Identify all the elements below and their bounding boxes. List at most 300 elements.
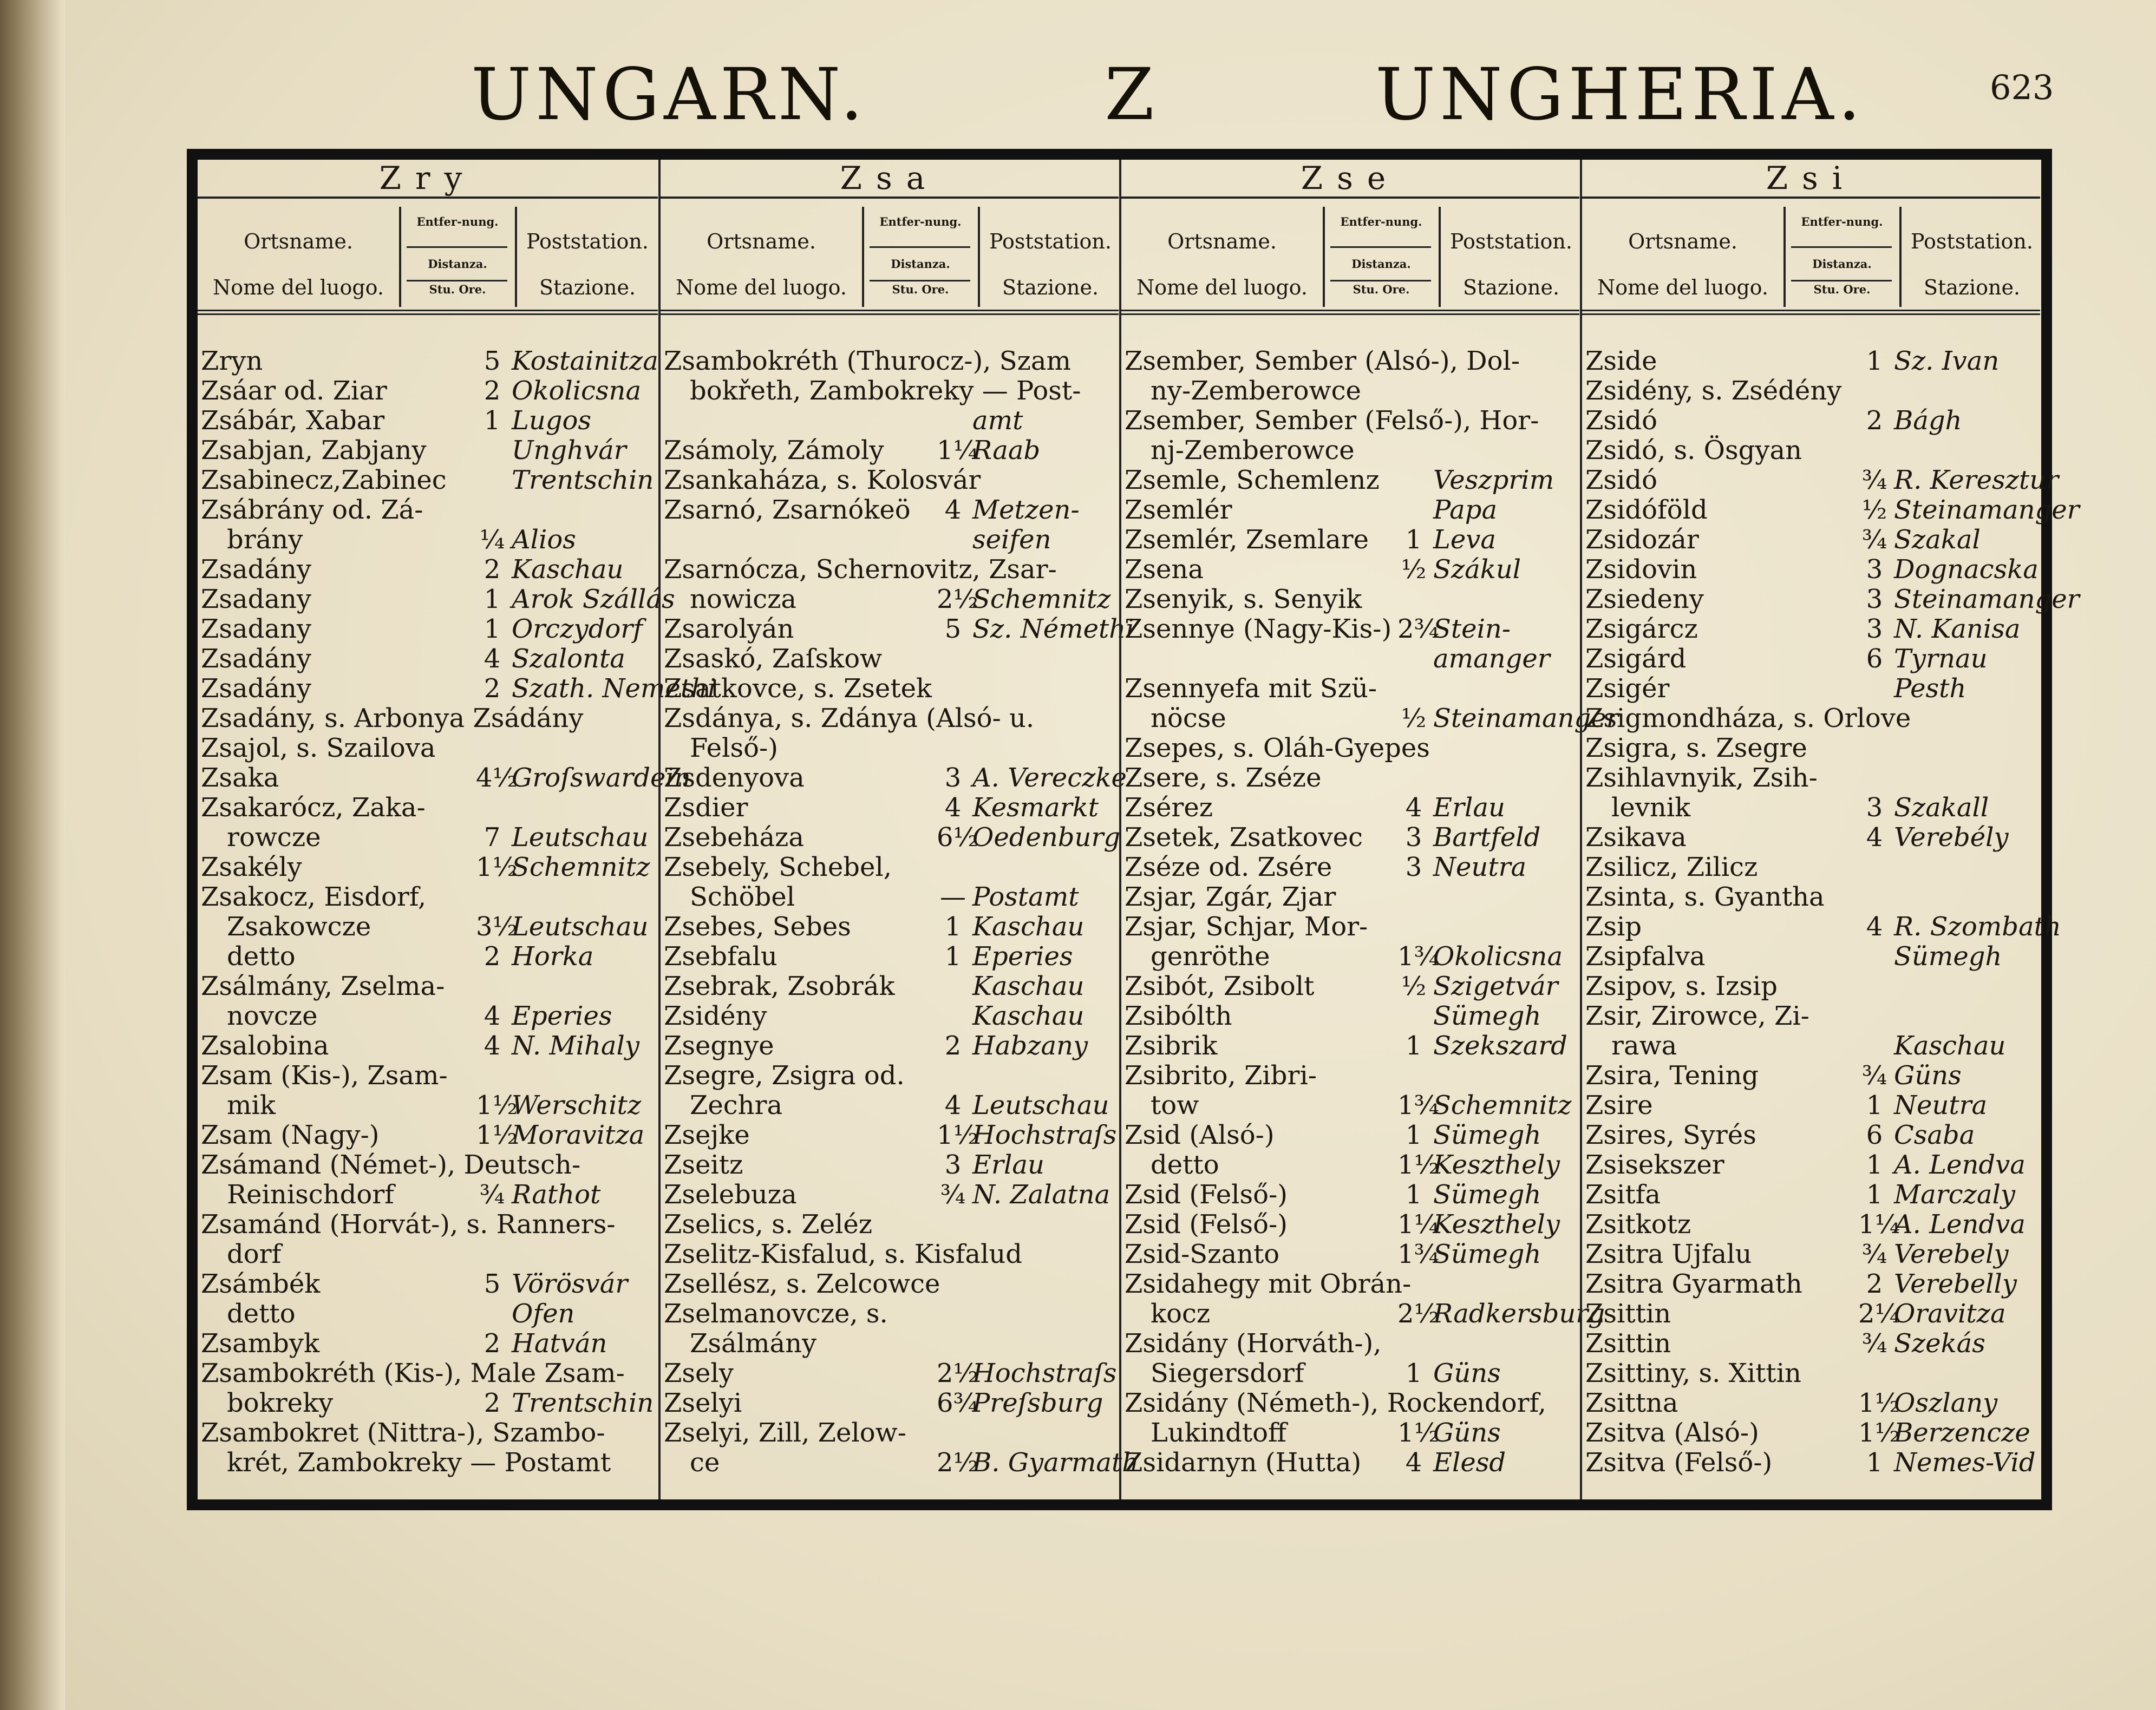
post-station: Leutschau [512,912,649,942]
place-name: Schöbel [664,882,795,912]
header-poststation: Poststation. [1450,230,1572,253]
entry-row [198,1448,658,1478]
distance: 4 [944,1090,962,1121]
entry-row [1582,793,2040,823]
distance: 2½ [937,1358,979,1388]
header-stazione: Stazione. [1462,276,1560,299]
place-name: Zsitva (Alsó-) [1585,1418,1759,1448]
entry-row [1582,733,2040,763]
place-name: rowcze [201,822,321,853]
post-station: Oedenburg [972,822,1121,853]
distance: 2½ [937,584,979,614]
post-station: Radkersburg [1433,1299,1605,1329]
entry-row [198,614,658,644]
entry-row [661,1359,1119,1388]
post-station: Preſsburg [972,1388,1103,1418]
post-station: Erlau [972,1150,1044,1180]
rule-line [1323,207,1325,307]
post-station: Szalonta [512,644,625,674]
place-name: Felső-) [664,733,778,763]
header-stu-ore: Stu. Ore. [892,283,949,296]
rule-line [870,280,970,281]
entry-row [198,673,716,704]
post-station: Verebely [1894,1239,2009,1269]
post-station: Leva [1433,525,1497,555]
place-name: Zsihlavnyik, Zsih- [1585,763,1818,793]
entry-row [1121,942,1579,972]
entry-row [1121,882,1579,912]
post-station: Orczydorf [512,614,643,644]
post-station: Steinamanger [1894,495,2080,525]
place-name: Zsámoly, Zámoly [664,435,884,466]
place-name: nj-Zemberowce [1125,435,1355,466]
distance: 1½ [476,852,518,882]
place-name: Zsitra Ujfalu [1585,1239,1752,1269]
post-station: Kaschau [512,554,624,585]
entry-row [198,644,658,674]
entry-row [1121,1359,1579,1388]
place-name: Zsam (Nagy-) [201,1120,380,1150]
book-gutter [0,0,65,1710]
place-name: Zsellész, s. Zelcowce [664,1269,940,1299]
entry-row [1121,1269,1579,1299]
entry-row [1582,942,2040,972]
post-station: Neutra [1433,852,1527,882]
entry-row [1121,614,1579,644]
place-name: Zsir, Zirowce, Zi- [1585,1001,1809,1031]
entry-row [1582,763,2040,793]
place-name: Zsitfa [1585,1180,1661,1210]
entry-row [661,1150,1119,1180]
header-ortsname: Ortsname. [244,230,353,253]
place-name: Zsitra Gyarmath [1585,1269,1802,1299]
post-station: Hochstraſs [972,1120,1117,1150]
header-stu-ore: Stu. Ore. [1813,283,1871,296]
post-station: A. Vereczke [972,763,1127,793]
post-station: Oravitza [1894,1299,2006,1329]
distance: 1 [1866,1090,1883,1121]
distance: 5 [484,346,501,376]
place-name: Zsatkovce, s. Zsetek [664,673,932,704]
entry-row [1582,704,2040,733]
header-stazione: Stazione. [1923,276,2021,299]
post-station: Kostainitza [512,346,658,376]
distance: 1 [1866,1447,1883,1478]
entry-row [198,1180,658,1210]
entry-row [1582,853,2040,882]
place-name: Zsidény [664,1001,767,1031]
entry-row [1121,733,1579,763]
header-ortsname: Ortsname. [1167,230,1277,253]
header-right-title: UNGHERIA. [1375,53,1865,136]
header-entfernung: Entfer-nung. [1801,215,1883,228]
distance: 1 [944,912,962,942]
entry-row [198,346,658,376]
entry-row [1582,555,2040,585]
entry-row [198,1001,658,1031]
post-station: Elesd [1433,1447,1506,1478]
distance: 2 [944,1031,962,1061]
post-station: Szekás [1894,1328,1985,1359]
entry-row [661,585,1119,614]
rule-line [399,207,401,307]
entry-row [1121,793,1579,823]
place-name: Zsdenyova [664,763,805,793]
distance: 2¾ [1397,614,1440,644]
post-station: Szakal [1894,525,1981,555]
entry-row [198,1091,658,1121]
entry-row [198,1299,658,1329]
place-name: Zside [1585,346,1657,376]
header-distanza: Distanza. [1812,257,1872,271]
entry-row [1582,644,2040,674]
place-name: Zsikava [1585,822,1687,853]
place-name: Zsebes, Sebes [664,912,851,942]
place-name: Zsibrik [1125,1031,1218,1061]
place-name: Zsigárd [1585,644,1687,674]
header-distanza: Distanza. [1351,257,1411,271]
entry-row [1582,1418,2040,1448]
distance: 4 [1405,1447,1422,1478]
distance: 1 [1866,1180,1883,1210]
distance: 1 [1405,1031,1422,1061]
post-station: Bágh [1894,405,1962,436]
entry-row [198,942,658,972]
distance: 4 [944,495,962,525]
entry-row [1582,1150,2040,1180]
place-name: Zsidóföld [1585,495,1708,525]
entry-row [1121,495,1579,525]
entry-row [1121,1240,1579,1269]
post-station: R. Keresztur [1894,465,2059,495]
place-name: Zsigárcz [1585,614,1698,644]
entry-row [1121,1299,1605,1329]
place-name: novcze [201,1001,318,1031]
entry-row [661,346,1119,376]
post-station: Papa [1433,495,1498,525]
post-station: Unghvár [512,435,626,466]
distance: 6½ [937,822,979,853]
place-name: Zsid-Szanto [1125,1239,1280,1269]
rule-line [1783,207,1786,307]
entry-row [198,584,675,614]
header-poststation: Poststation. [1911,230,2033,253]
distance: 1½ [476,1120,518,1150]
page-number: 623 [1990,68,2054,107]
entry-row [1582,912,2061,942]
header-poststation: Poststation. [526,230,649,253]
header-stazione: Stazione. [1002,276,1099,299]
entry-row [1121,406,1579,436]
place-name: Zselmanovcze, s. [664,1299,888,1329]
entry-row [1582,1359,2040,1388]
post-station: Verebelly [1894,1269,2017,1299]
distance: 1 [484,614,501,644]
distance: 4 [1866,822,1883,853]
post-station: Alios [512,525,576,555]
post-station: Szigetvár [1433,971,1558,1001]
place-name: Zsjar, Schjar, Mor- [1125,912,1368,942]
entry-row [661,555,1119,585]
place-name: Zsabinecz,Zabinec [201,465,447,495]
book-page [65,0,2156,1710]
place-name: Zsid (Alsó-) [1125,1120,1275,1150]
entry-row [1582,1269,2040,1299]
distance: 2 [484,673,501,704]
place-name: Zsebrak, Zsobrák [664,971,895,1001]
place-name: Zsennye (Nagy-Kis-) [1125,614,1392,644]
distance: 1 [484,405,501,436]
place-name: Zseitz [664,1150,743,1180]
distance: ¾ [1861,525,1887,555]
distance: 6¾ [937,1388,979,1418]
entry-row [198,733,658,763]
place-name: Zsakarócz, Zaka- [201,792,426,823]
distance: 2 [484,376,501,406]
distance: 3 [1866,554,1883,585]
place-name: Zsaka [201,763,279,793]
entry-row [198,882,658,912]
entry-row [198,1359,658,1388]
post-station: Keszthely [1433,1209,1560,1240]
post-station: Ofen [512,1299,575,1329]
entry-row [198,436,658,466]
column-title: Zsa [661,160,1119,199]
distance: 3 [1405,852,1422,882]
place-name: Zsankaháza, s. Kolosvár [664,465,981,495]
entry-row [1582,346,2040,376]
distance: 3 [1866,792,1883,823]
distance: 3 [944,1150,962,1180]
header-nome-del-luogo: Nome del luogo. [213,276,384,299]
place-name: Zechra [664,1090,783,1121]
post-station: Okolicsna [512,376,642,406]
entry-row [661,614,1134,644]
post-station: Leutschau [972,1090,1109,1121]
column-subheader [661,199,1119,315]
distance: 7 [484,822,501,853]
place-name: Zsip [1585,912,1642,942]
post-station: Bartfeld [1433,822,1541,853]
post-station: Postamt [972,882,1079,912]
place-name: ny-Zemberowce [1125,376,1361,406]
distance: 1½ [1858,1418,1900,1448]
place-name: nöcse [1125,703,1226,733]
entry-row [198,1061,658,1091]
place-name: Zsilicz, Zilicz [1585,852,1758,882]
post-station: Szákul [1433,554,1521,585]
entry-row [1582,1091,2040,1121]
place-name: Zsidény, s. Zsédény [1585,376,1842,406]
distance: 2 [1866,1269,1883,1299]
entry-row [1582,972,2040,1001]
entry-row [1582,376,2040,406]
entry-row [1582,674,2040,704]
post-station: Kaschau [972,912,1084,942]
place-name: Zryn [201,346,263,376]
entry-row [661,1418,1119,1448]
distance: ¾ [940,1180,966,1210]
place-name: Zsámand (Német-), Deutsch- [201,1150,581,1180]
place-name: bokreky [201,1388,334,1418]
header-stazione: Stazione. [539,276,636,299]
column-subheader [1121,199,1579,315]
place-name: Zsidány (Németh-), Rockendorf, [1125,1388,1546,1418]
entry-row [661,1388,1119,1418]
place-name: Zsidarnyn (Hutta) [1125,1447,1362,1478]
entry-row [661,1269,1119,1299]
distance: ½ [1861,495,1887,525]
header-ortsname: Ortsname. [707,230,816,253]
place-name: Zsibót, Zsibolt [1125,971,1315,1001]
post-station: Berzencze [1894,1418,2030,1448]
distance: ½ [1401,554,1427,585]
place-name: detto [201,941,296,972]
entry-row [1121,555,1579,585]
header-entfernung: Entfer-nung. [1340,215,1422,228]
post-station: Metzen- [972,495,1080,525]
post-station: Arok Szállás [512,584,675,614]
place-name: Zsalobina [201,1031,329,1061]
distance: 2 [484,1388,501,1418]
post-station: Erlau [1433,792,1505,823]
post-station: Horka [512,941,594,972]
post-station: Neutra [1894,1090,1988,1121]
post-station: Csaba [1894,1120,1975,1150]
place-name: Zsittna [1585,1388,1678,1418]
place-name: ce [664,1447,720,1478]
place-name: Zsjar, Zgár, Zjar [1125,882,1336,912]
entry-row [1121,1418,1579,1448]
place-name: levnik [1585,792,1691,823]
place-name: Zsidahegy mit Obrán- [1125,1269,1412,1299]
rule-line [1791,246,1892,248]
place-name: brány [201,525,303,555]
post-station: Leutschau [512,822,649,853]
distance: 1¼ [937,435,979,466]
place-name: Zsere, s. Zséze [1125,763,1322,793]
entry-row [661,733,1119,763]
distance: 2 [1866,405,1883,436]
entry-row [1121,1031,1579,1061]
entry-row [1582,1448,2040,1478]
post-station: Szekszard [1433,1031,1567,1061]
entry-row [1121,1448,1579,1478]
place-name: Zsambokréth (Kis-), Male Zsam- [201,1358,625,1388]
entry-row [661,1061,1119,1091]
place-name: Zsittin [1585,1328,1671,1359]
entry-row [661,1210,1119,1240]
gazetteer-table [187,149,2080,1510]
place-name: Zsérez [1125,792,1213,823]
column-subheader [198,199,658,315]
distance: 1 [484,584,501,614]
entry-row [661,972,1119,1001]
distance: ¾ [1861,465,1887,495]
distance: 1¼ [1397,1209,1440,1240]
distance: 2½ [1397,1299,1440,1329]
post-station: Schemnitz [972,584,1111,614]
place-name: Zsakocz, Eisdorf, [201,882,427,912]
distance: 2½ [937,1447,979,1478]
entry-row [198,466,658,495]
entry-row [661,942,1119,972]
entry-row [1582,882,2040,912]
post-station: Kaschau [972,971,1084,1001]
place-name: Zsisekszer [1585,1150,1724,1180]
place-name: Zsadány [201,673,311,704]
entry-row [1582,584,2080,614]
post-station: Oszlany [1894,1388,1998,1418]
entry-row [198,1418,658,1448]
distance: 3 [944,763,962,793]
place-name: Zselics, s. Zeléz [664,1209,873,1240]
post-station: Habzany [972,1031,1088,1061]
entry-row [1121,674,1579,704]
post-station: Steinamanger [1433,703,1619,733]
entry-row [198,495,658,525]
place-name: Zsid (Felső-) [1125,1209,1288,1240]
column-title: Zse [1121,160,1579,199]
distance: ¾ [1861,1239,1887,1269]
rule-line [407,280,507,281]
post-station: Werschitz [512,1090,642,1121]
entry-row [1121,644,1579,674]
column-title: Zsi [1582,160,2040,199]
distance: 1½ [476,1090,518,1121]
place-name: Zsidó [1585,405,1657,436]
place-name: Zsadány, s. Arbonya Zsádány [201,703,584,733]
distance: 4 [1866,912,1883,942]
place-name: Zsadany [201,614,311,644]
distance: 3 [1866,614,1883,644]
place-name: Zsadány [201,644,311,674]
place-name: Zsepes, s. Oláh-Gyepes [1125,733,1430,763]
post-station: Eperies [512,1001,612,1031]
distance: 1 [944,941,962,972]
entry-row [198,1150,658,1180]
post-station: Lugos [512,405,592,436]
entry-row [661,1299,1119,1329]
post-station: Hochstraſs [972,1358,1117,1388]
entry-row [198,406,658,436]
post-station: Sümegh [1433,1001,1541,1031]
place-name: Zsires, Syrés [1585,1120,1756,1150]
entry-row [1582,1121,2040,1150]
distance: 5 [484,1269,501,1299]
place-name: Zsarnócza, Schernovitz, Zsar- [664,554,1057,585]
distance: 2 [484,554,501,585]
distance: ½ [1401,703,1427,733]
distance: ¾ [479,1180,505,1210]
entry-row [198,972,658,1001]
entry-row [661,704,1119,733]
place-name: Zselitz-Kisfalud, s. Kisfalud [664,1239,1022,1269]
distance: 4 [484,1031,501,1061]
post-station: Güns [1433,1418,1501,1448]
post-station: R. Szombath [1894,912,2061,942]
entry-list [661,346,1139,1478]
entry-row [661,525,1119,555]
entry-list [1582,346,2080,1478]
distance: 1½ [1397,1150,1440,1180]
place-name: genröthe [1125,941,1270,972]
entry-row [1582,614,2040,644]
post-station: N. Zalatna [972,1180,1110,1210]
post-station: Verebély [1894,822,2009,853]
place-name: Zsarnó, Zsarnókeö [664,495,911,525]
place-name: Zséze od. Zsére [1125,852,1332,882]
